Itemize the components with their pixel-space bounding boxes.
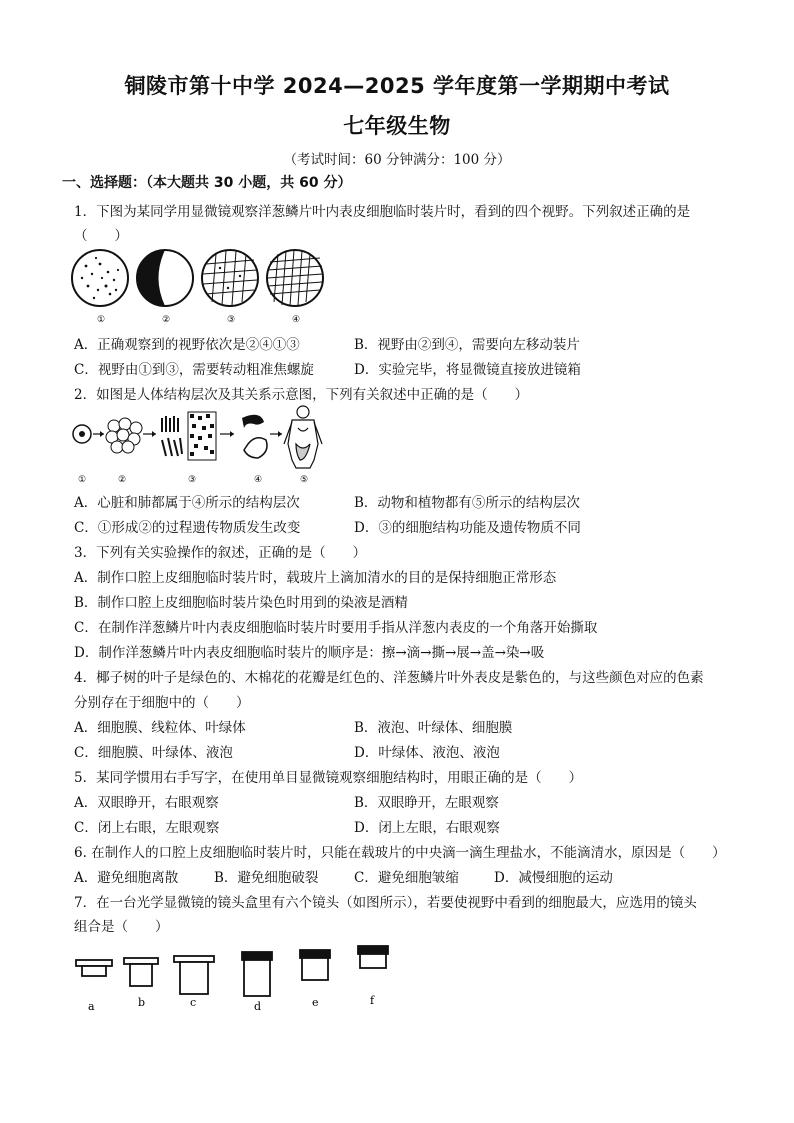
q2-option-d[interactable]: D．③的细胞结构功能及遗传物质不同 xyxy=(354,520,581,536)
q2-label-4: ④ xyxy=(254,475,263,485)
q1-label-3: ③ xyxy=(227,315,236,325)
exam-title: 铜陵市第十中学 2024—2025 学年度第一学期期中考试 xyxy=(124,74,670,98)
question-4-stem: 4．椰子树的叶子是绿色的、木棉花的花瓣是红色的、洋葱鳞片叶外表皮是紫色的，与这些颜色对应的色素 xyxy=(74,670,704,686)
question-1-stem-cont: （ ） xyxy=(74,228,128,244)
question-4-stem-cont: 分别存在于细胞中的（ ） xyxy=(74,695,250,711)
subject-title: 七年级生物 xyxy=(343,114,451,138)
section-heading: 一、选择题：（本大题共 30 小题，共 60 分） xyxy=(62,175,352,191)
q5-option-d[interactable]: D．闭上左眼，右眼观察 xyxy=(354,820,500,836)
q6-option-c[interactable]: C．避免细胞皱缩 xyxy=(354,870,459,886)
lens-e-icon xyxy=(300,950,330,980)
question-2-figure xyxy=(70,404,340,486)
q4-option-b[interactable]: B．液泡、叶绿体、细胞膜 xyxy=(354,720,513,736)
lens-a-icon xyxy=(76,960,112,976)
q7-label-a: a xyxy=(88,1000,95,1013)
q7-label-b: b xyxy=(138,996,146,1009)
organ-icon xyxy=(242,415,267,458)
q7-label-c: c xyxy=(190,996,197,1009)
q1-option-b[interactable]: B．视野由②到④，需要向左移动装片 xyxy=(354,337,580,353)
microscope-view-1 xyxy=(72,250,128,306)
q2-option-a[interactable]: A．心脏和肺都属于④所示的结构层次 xyxy=(74,495,300,511)
question-5-stem: 5．某同学惯用右手写字，在使用单目显微镜观察细胞结构时，用眼正确的是（ ） xyxy=(74,770,583,786)
q2-label-3: ③ xyxy=(188,475,197,485)
q6-option-d[interactable]: D．减慢细胞的运动 xyxy=(494,870,613,886)
cell-cluster-icon xyxy=(106,418,142,453)
exam-info: （考试时间：60 分钟满分：100 分） xyxy=(283,152,511,168)
question-7-stem-cont: 组合是（ ） xyxy=(74,919,169,935)
q5-option-c[interactable]: C．闭上右眼，左眼观察 xyxy=(74,820,220,836)
q1-option-d[interactable]: D．实验完毕，将显微镜直接放进镜箱 xyxy=(354,362,581,378)
question-7-figure xyxy=(70,944,400,1014)
q7-label-e: e xyxy=(312,996,319,1009)
lens-c-icon xyxy=(174,956,214,994)
q1-option-c[interactable]: C．视野由①到③，需要转动粗准焦螺旋 xyxy=(74,362,314,378)
question-3-stem: 3．下列有关实验操作的叙述，正确的是（ ） xyxy=(74,545,367,561)
lens-f-icon xyxy=(358,946,388,968)
question-7-stem: 7．在一台光学显微镜的镜头盒里有六个镜头（如图所示），若要使视野中看到的细胞最大，应选用的镜头 xyxy=(74,895,697,911)
q1-label-4: ④ xyxy=(292,315,301,325)
question-1-stem: 1．下图为某同学用显微镜观察洋葱鳞片叶内表皮细胞临时装片时，看到的四个视野。下列叙述正确的是 xyxy=(74,204,691,220)
question-1-figure xyxy=(70,246,330,326)
q3-option-d[interactable]: D．制作洋葱鳞片叶内表皮细胞临时装片的顺序是：擦→滴→撕→展→盖→染→吸 xyxy=(74,645,545,661)
q1-label-2: ② xyxy=(162,315,171,325)
q2-option-c[interactable]: C．①形成②的过程遗传物质发生改变 xyxy=(74,520,301,536)
tissue-icon xyxy=(162,412,216,460)
q6-option-a[interactable]: A．避免细胞离散 xyxy=(74,870,179,886)
lens-b-icon xyxy=(124,958,158,986)
q4-option-d[interactable]: D．叶绿体、液泡、液泡 xyxy=(354,745,500,761)
question-2-stem: 2．如图是人体结构层次及其关系示意图，下列有关叙述中正确的是（ ） xyxy=(74,387,529,403)
microscope-view-4 xyxy=(267,250,323,306)
q4-option-a[interactable]: A．细胞膜、线粒体、叶绿体 xyxy=(74,720,246,736)
human-body-icon xyxy=(284,406,322,468)
q5-option-b[interactable]: B．双眼睁开，左眼观察 xyxy=(354,795,499,811)
q2-label-1: ① xyxy=(78,475,87,485)
q1-label-1: ① xyxy=(97,315,106,325)
cell-icon xyxy=(73,425,91,443)
q3-option-b[interactable]: B．制作口腔上皮细胞临时装片染色时用到的染液是酒精 xyxy=(74,595,408,611)
q4-option-c[interactable]: C．细胞膜、叶绿体、液泡 xyxy=(74,745,233,761)
q2-label-2: ② xyxy=(118,475,127,485)
q7-label-f: f xyxy=(370,994,375,1007)
q2-option-b[interactable]: B．动物和植物都有⑤所示的结构层次 xyxy=(354,495,580,511)
microscope-view-2 xyxy=(137,250,193,306)
lens-d-icon xyxy=(242,952,272,996)
microscope-view-3 xyxy=(202,250,258,306)
q7-label-d: d xyxy=(254,1000,262,1013)
question-6-stem: 6. 在制作人的口腔上皮细胞临时装片时，只能在载玻片的中央滴一滴生理盐水，不能滴清水，原因是（ ） xyxy=(74,845,726,861)
q5-option-a[interactable]: A．双眼睁开，右眼观察 xyxy=(74,795,219,811)
q3-option-c[interactable]: C．在制作洋葱鳞片叶内表皮细胞临时装片时要用手指从洋葱内表皮的一个角落开始撕取 xyxy=(74,620,598,636)
q6-option-b[interactable]: B．避免细胞破裂 xyxy=(214,870,319,886)
q2-label-5: ⑤ xyxy=(300,475,309,485)
q1-option-a[interactable]: A．正确观察到的视野依次是②④①③ xyxy=(74,337,300,353)
q3-option-a[interactable]: A．制作口腔上皮细胞临时装片时，载玻片上滴加清水的目的是保持细胞正常形态 xyxy=(74,570,557,586)
